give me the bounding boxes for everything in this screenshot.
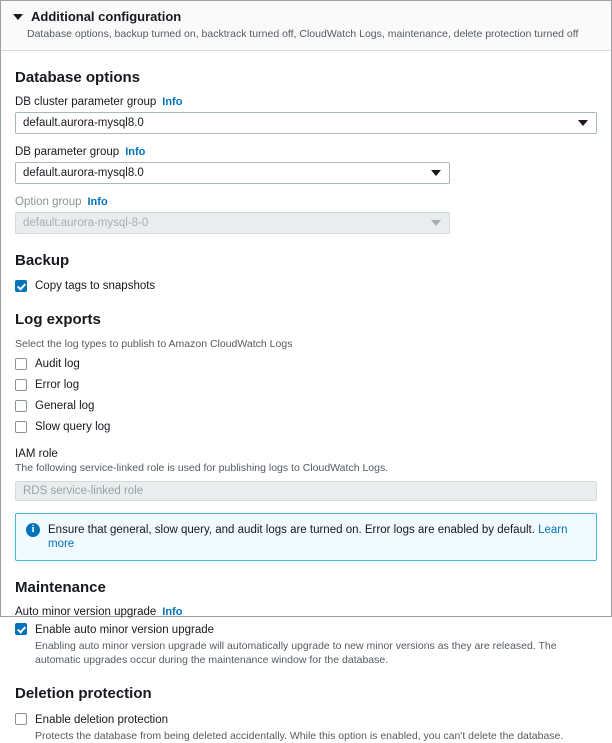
db-cluster-parameter-group-select[interactable] — [15, 112, 597, 134]
enable-deletion-protection-description: Protects the database from being deleted accidentally. While this option is enabled, you can't delete the database. — [35, 730, 564, 742]
option-group-label: Option group — [15, 196, 82, 208]
error-log-label: Error log — [35, 379, 80, 391]
iam-role-value: RDS service-linked role — [23, 485, 144, 497]
audit-log-checkbox[interactable] — [15, 358, 27, 370]
copy-tags-to-snapshots-checkbox[interactable] — [15, 280, 27, 292]
log-export-slow-query-row[interactable] — [15, 420, 597, 434]
enable-auto-minor-upgrade-description: Enabling auto minor version upgrade will automatically upgrade to new minor versions as they are released. The automatic upgrades occur during the maintenance window for the database. — [35, 640, 557, 666]
info-icon: i — [26, 523, 40, 537]
db-parameter-group-label: DB parameter group — [15, 146, 120, 158]
deletion-protection-title: Deletion protection — [15, 685, 152, 702]
db-parameter-group-value: default.aurora-mysql8.0 — [23, 167, 144, 179]
db-parameter-group-field — [15, 146, 597, 184]
db-parameter-group-info-link[interactable]: Info — [125, 146, 146, 158]
panel-header-row[interactable] — [13, 9, 599, 24]
logs-info-alert-text — [48, 523, 586, 551]
learn-more-link[interactable]: Learn more — [48, 524, 568, 550]
log-export-error-row[interactable] — [15, 378, 597, 392]
db-cluster-parameter-group-value: default.aurora-mysql8.0 — [23, 117, 144, 129]
chevron-down-icon[interactable] — [13, 14, 23, 20]
backup-title: Backup — [15, 252, 70, 269]
option-group-value: default:aurora-mysql-8-0 — [23, 217, 149, 229]
log-exports-description: Select the log types to publish to Amazon CloudWatch Logs — [15, 338, 293, 350]
enable-auto-minor-upgrade-checkbox[interactable] — [15, 623, 27, 635]
chevron-down-icon[interactable] — [578, 120, 588, 126]
enable-auto-minor-upgrade-label: Enable auto minor version upgrade — [35, 624, 215, 636]
copy-tags-to-snapshots-label: Copy tags to snapshots — [35, 280, 156, 292]
db-cluster-parameter-group-label: DB cluster parameter group — [15, 96, 157, 108]
option-group-select — [15, 212, 450, 234]
log-exports-title: Log exports — [15, 311, 101, 328]
iam-role-input — [15, 481, 597, 501]
db-cluster-parameter-group-label-row — [15, 96, 597, 108]
auto-minor-version-label-row — [15, 606, 597, 618]
chevron-down-icon[interactable] — [431, 170, 441, 176]
slow-query-log-checkbox[interactable] — [15, 421, 27, 433]
enable-auto-minor-upgrade-text — [35, 622, 575, 667]
option-group-label-row — [15, 196, 597, 208]
enable-deletion-protection-checkbox[interactable] — [15, 713, 27, 725]
option-group-info-link[interactable]: Info — [87, 196, 108, 208]
db-parameter-group-select[interactable] — [15, 162, 450, 184]
db-parameter-group-label-row — [15, 146, 597, 158]
copy-tags-to-snapshots-row[interactable] — [15, 279, 597, 293]
iam-role-title: IAM role — [15, 448, 58, 460]
enable-deletion-protection-text — [35, 712, 563, 743]
panel-body — [1, 51, 611, 743]
auto-minor-version-info-link[interactable]: Info — [162, 606, 183, 618]
panel-title: Additional configuration — [31, 9, 182, 24]
log-export-general-row[interactable] — [15, 399, 597, 413]
logs-info-alert — [15, 513, 597, 561]
db-cluster-parameter-group-field — [15, 96, 597, 134]
chevron-down-icon — [431, 220, 441, 226]
audit-log-label: Audit log — [35, 358, 80, 370]
error-log-checkbox[interactable] — [15, 379, 27, 391]
general-log-label: General log — [35, 400, 95, 412]
enable-deletion-protection-label: Enable deletion protection — [35, 714, 168, 726]
panel-subtitle: Database options, backup turned on, backtrack turned off, CloudWatch Logs, maintenance, delete protection turned off — [27, 28, 579, 40]
iam-role-description: The following service-linked role is used for publishing logs to CloudWatch Logs. — [15, 462, 389, 474]
auto-minor-version-label: Auto minor version upgrade — [15, 606, 157, 618]
alert-message: Ensure that general, slow query, and audit logs are turned on. Error logs are enabled by default. — [48, 524, 535, 536]
enable-deletion-protection-row[interactable] — [15, 712, 597, 743]
db-cluster-parameter-group-info-link[interactable]: Info — [162, 96, 183, 108]
panel-header[interactable] — [1, 1, 611, 51]
enable-auto-minor-upgrade-row[interactable] — [15, 622, 597, 667]
database-options-title: Database options — [15, 69, 141, 86]
maintenance-title: Maintenance — [15, 579, 106, 596]
general-log-checkbox[interactable] — [15, 400, 27, 412]
option-group-field — [15, 196, 597, 234]
slow-query-log-label: Slow query log — [35, 421, 111, 433]
log-export-audit-row[interactable] — [15, 357, 597, 371]
